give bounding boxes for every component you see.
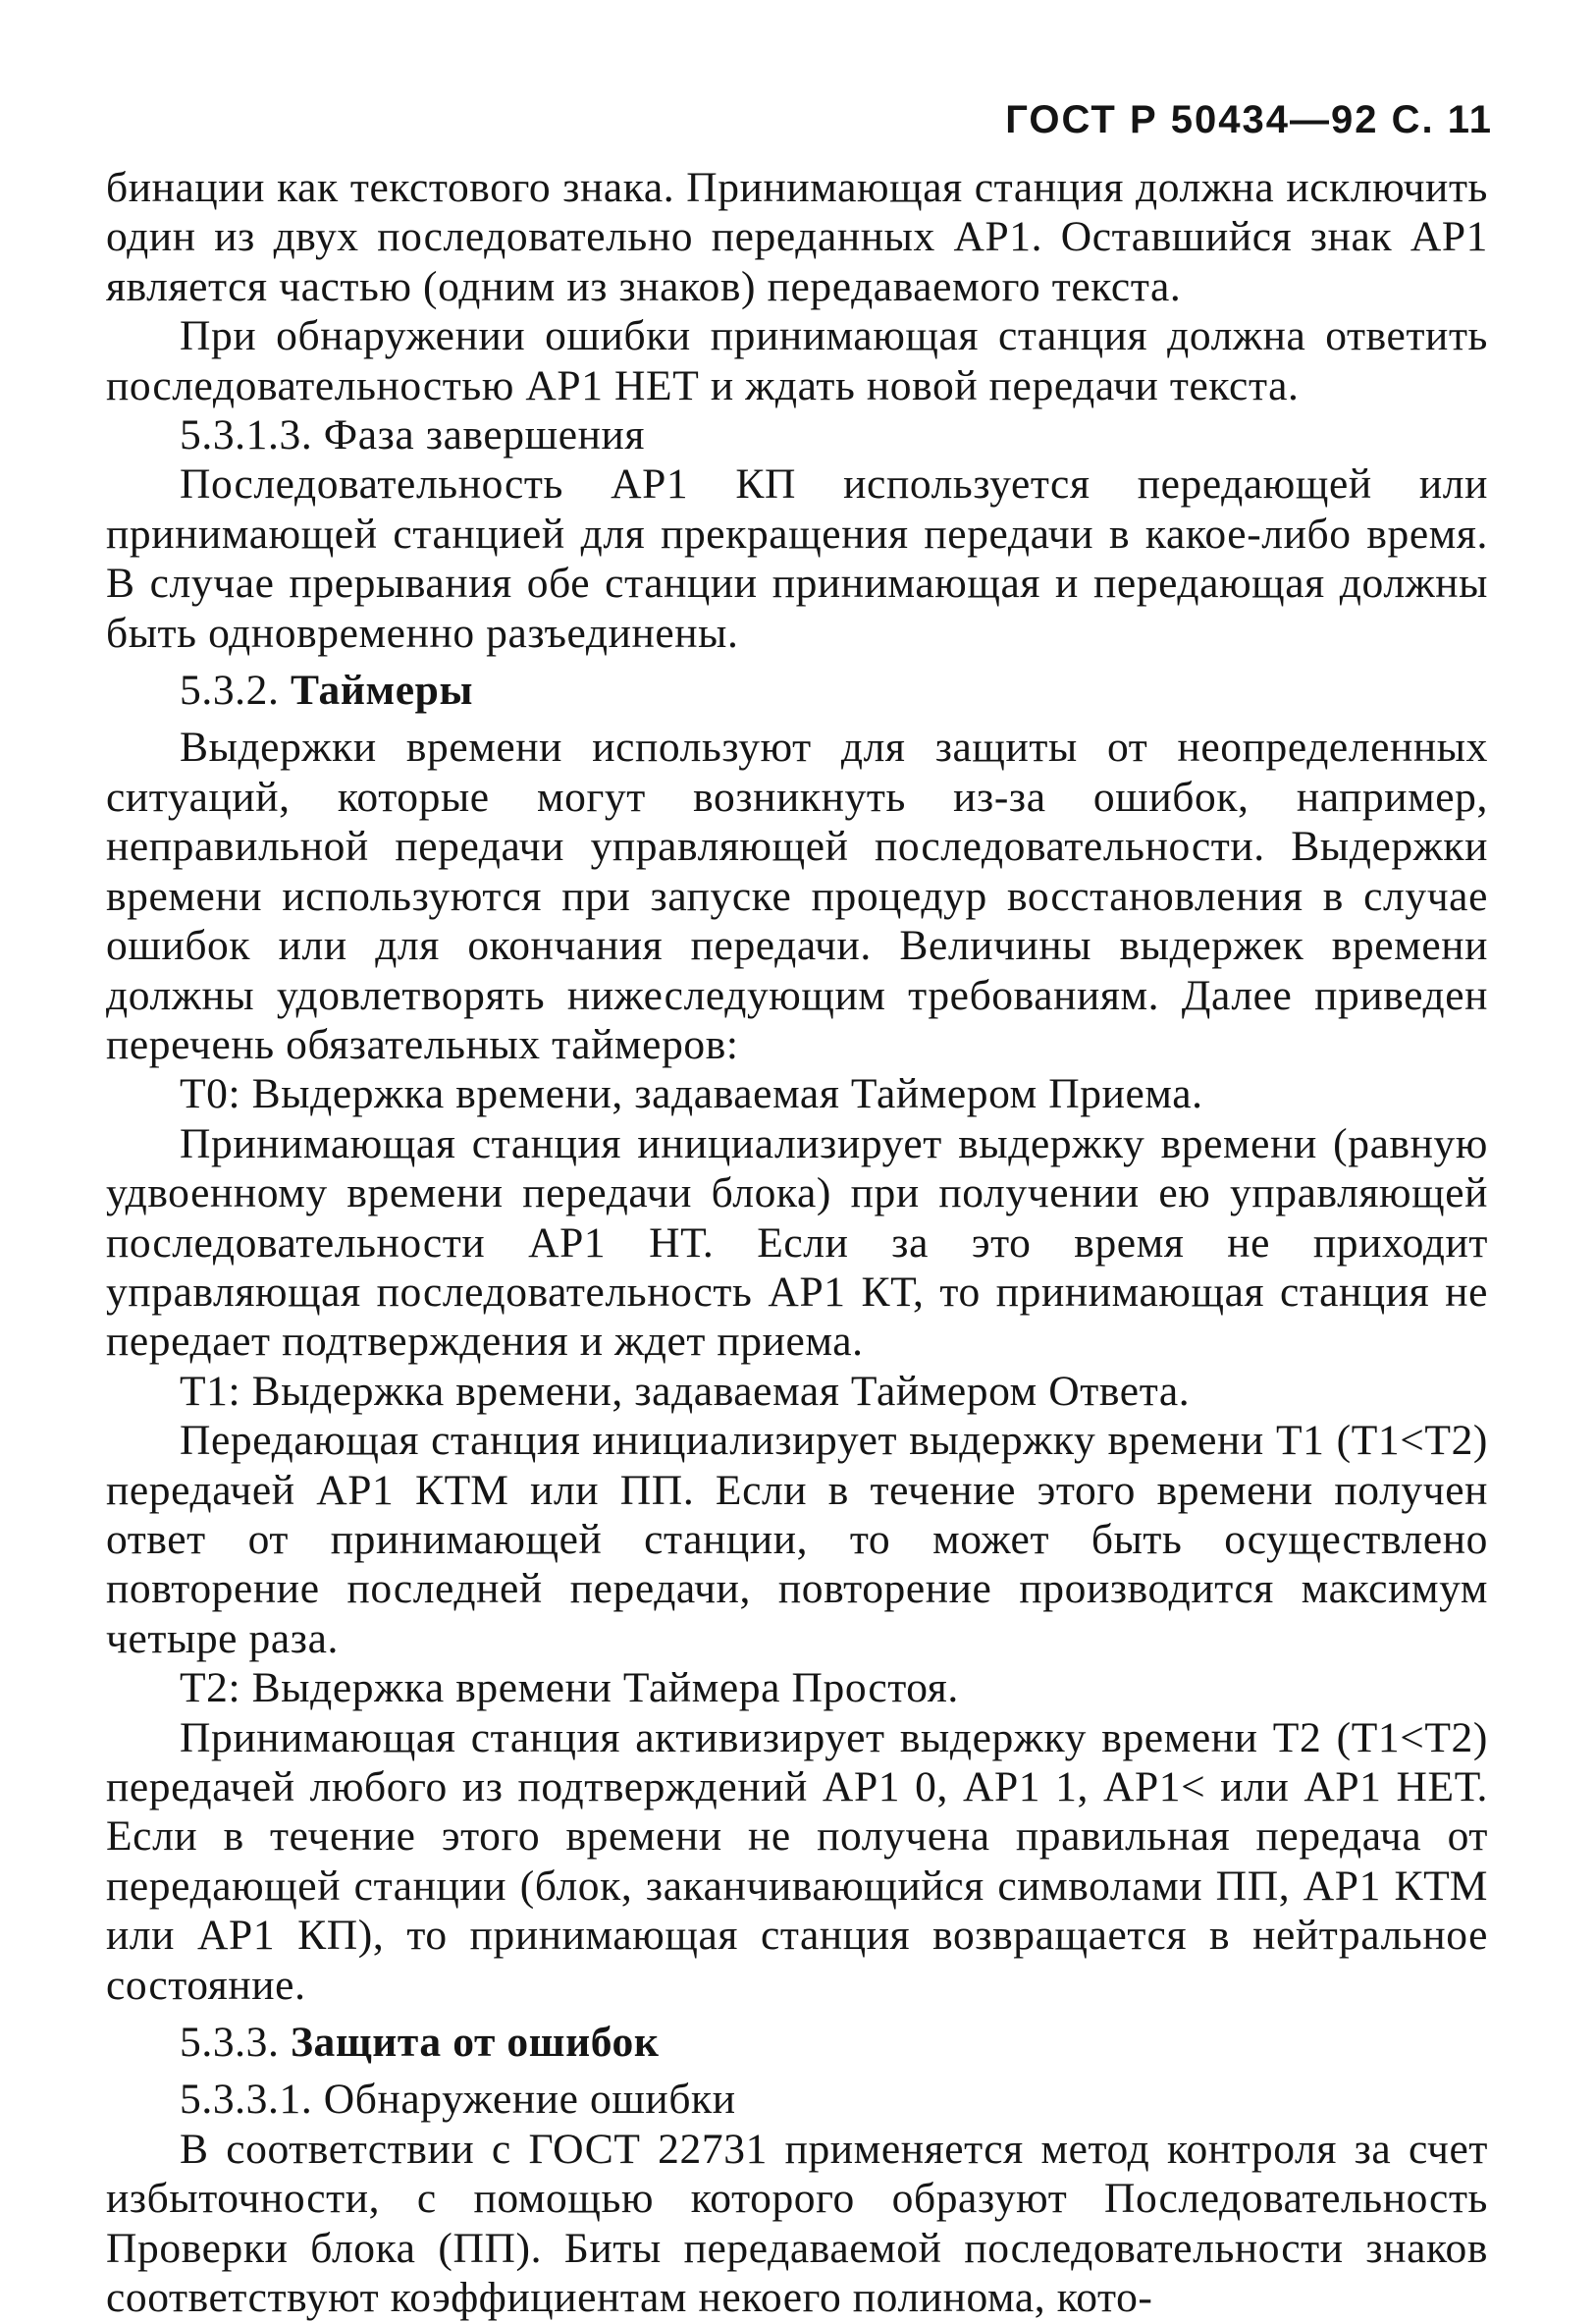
paragraph-timer-t2: Принимающая станция активизирует выдержку времени Т2 (Т1<Т2) передачей любого из подтверждений АР1 0, АР1 1, АР1< или АР1 НЕТ. Если в течение этого времени не получена правильная передача от передающей станции (блок, заканчивающийся символами ПП, АР1 КТМ или АР1 КП), то принимающая станция возвращается в нейтральное состояние. bbox=[106, 1713, 1488, 2009]
timers-section-number: 5.3.2. bbox=[180, 667, 280, 715]
timer-t2-heading: Т2: Выдержка времени Таймера Простоя. bbox=[180, 1664, 959, 1712]
section-heading-timers bbox=[106, 666, 1488, 715]
paragraph-error-detection: В соответствии с ГОСТ 22731 применяется метод контроля за счет избыточности, с помощью которого образуют Последовательность Проверки блока (ПП). Биты передаваемой последовательности знаков соответствуют коэффициентам некоего полинома, кото- bbox=[106, 2125, 1488, 2322]
timers-section-title: Таймеры bbox=[290, 667, 474, 715]
paragraph-error-response: При обнаружении ошибки принимающая станция должна ответить последовательностью АР1 НЕТ и ждать новой передачи текста. bbox=[106, 312, 1488, 409]
paragraph-timers-intro: Выдержки времени используют для защиты от неопределенных ситуаций, которые могут возникнуть из-за ошибок, например, неправильной передачи управляющей последовательности. Выдержки времени используются при запуске процедур восстановления в случае ошибок или для окончания передачи. Величины выдержек времени должны удовлетворять нижеследующим требованиям. Далее приведен перечень обязательных таймеров: bbox=[106, 724, 1488, 1068]
subsection-heading-error-detection: 5.3.3.1. Обнаружение ошибки bbox=[180, 2076, 736, 2124]
timer-t0-heading: Т0: Выдержка времени, задаваемая Таймером Приема. bbox=[180, 1070, 1203, 1118]
paragraph-continuation: бинации как текстового знака. Принимающая станция должна исключить один из двух последовательно переданных АР1. Оставшийся знак АР1 является частью (одним из знаков) передаваемого текста. bbox=[106, 164, 1488, 310]
document-body bbox=[106, 163, 1488, 2322]
running-header: ГОСТ Р 50434—92 С. 11 bbox=[1005, 98, 1493, 141]
timer-t1-heading: Т1: Выдержка времени, задаваемая Таймером Ответа. bbox=[180, 1367, 1191, 1415]
paragraph-timer-t1: Передающая станция инициализирует выдержку времени Т1 (Т1<Т2) передачей АР1 КТМ или ПП. Если в течение этого времени получен ответ от принимающей станции, то может быть осуществлено повторение последней передачи, повторение производится максимум четыре раза. bbox=[106, 1417, 1488, 1662]
subsection-heading-completion-phase: 5.3.1.3. Фаза завершения bbox=[180, 411, 646, 459]
error-protection-section-title: Защита от ошибок bbox=[290, 2019, 660, 2067]
paragraph-timer-t0: Принимающая станция инициализирует выдержку времени (равную удвоенному времени передачи блока) при получении ею управляющей последовательности АР1 НТ. Если за это время не приходит управляющая последовательность АР1 КТ, то принимающая станция не передает подтверждения и ждет приема. bbox=[106, 1119, 1488, 1366]
section-heading-error-protection bbox=[106, 2018, 1488, 2067]
paragraph-completion-phase: Последовательность АР1 КП используется передающей или принимающей станцией для прекращения передачи в какое-либо время. В случае прерывания обе станции принимающая и передающая должны быть одновременно разъединены. bbox=[106, 460, 1488, 657]
error-protection-section-number: 5.3.3. bbox=[180, 2019, 280, 2067]
